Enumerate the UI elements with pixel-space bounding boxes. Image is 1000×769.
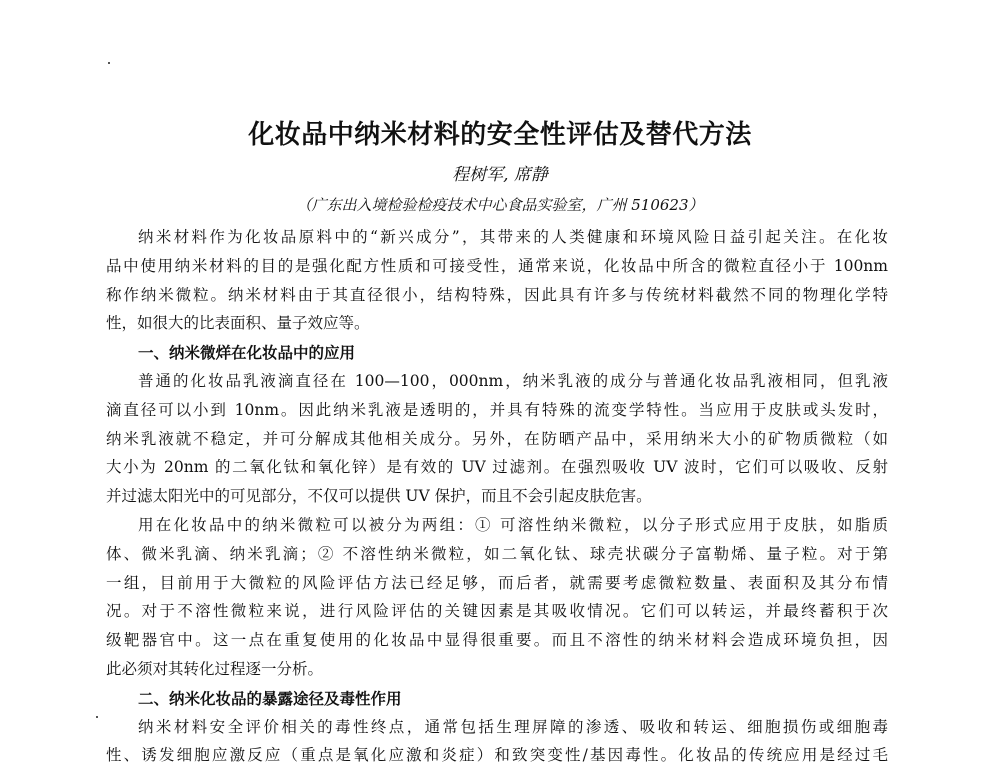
body-text-line: 纳米乳液就不稳定，并可分解成其他相关成分。另外，在防晒产品中，采用纳米大小的矿物质微粒（如 — [106, 429, 888, 448]
body-text-line: 品中使用纳米材料的目的是强化配方性质和可接受性，通常来说，化妆品中所含的微粒直径小于 100nm — [106, 256, 888, 275]
paper-affiliation: （广东出入境检验检疫技术中心食品实验室，广州 510623） — [296, 196, 704, 214]
body-text-line: 况。对于不溶性微粒来说，进行风险评估的关键因素是其吸收情况。它们可以转运，并最终蓄积于次 — [106, 602, 888, 621]
body-text-line: 此必须对其转化过程逐一分析。 — [106, 660, 324, 678]
body-text-line: 纳米材料作为化妆品原料中的“新兴成分”，其带来的人类健康和环境风险日益引起关注。在化妆 — [138, 228, 888, 246]
body-text-line: 性、诱发细胞应激反应（重点是氧化应激和炎症）和致突变性/基因毒性。化妆品的传统应用是经过毛 — [106, 746, 888, 765]
body-text-line: 并过滤太阳光中的可见部分，不仅可以提供 UV 保护，而且不会引起皮肤危害。 — [106, 487, 652, 506]
body-text-line: 滴直径可以小到 10nm。因此纳米乳液是透明的，并具有特殊的流变学特性。当应用于皮肤或头发时， — [106, 400, 888, 419]
body-text-line: 体、微米乳滴、纳米乳滴；② 不溶性纳米微粒，如二氧化钛、球壳状碳分子富勒烯、量子粒。对于第 — [106, 544, 888, 563]
scan-speck — [108, 62, 110, 64]
body-text-line: 性，如很大的比表面积、量子效应等。 — [106, 314, 370, 333]
paper-authors: 程树军, 席静 — [452, 165, 548, 185]
body-text-line: 级靶器官中。这一点在重复使用的化妆品中显得很重要。而且不溶性的纳米材料会造成环境负担，因 — [106, 631, 888, 650]
body-text-line: 大小为 20nm 的二氧化钛和氧化锌）是有效的 UV 过滤剂。在强烈吸收 UV 波时，它们可以吸收、反射 — [106, 458, 888, 477]
section-heading: 一、纳米微烊在化妆品中的应用 — [138, 343, 356, 363]
section-heading: 二、纳米化妆品的暴露途径及毒性作用 — [138, 688, 402, 708]
body-text-line: 纳米材料安全评价相关的毒性终点，通常包括生理屏障的渗透、吸收和转运、细胞损伤或细胞毒 — [138, 717, 888, 736]
paper-title: 化妆品中纳米材料的安全性评估及替代方法 — [248, 120, 752, 150]
scan-speck — [96, 716, 98, 718]
body-text-line: 用在化妆品中的纳米微粒可以被分为两组：① 可溶性纳米微粒，以分子形式应用于皮肤，如脂质 — [138, 516, 888, 534]
body-text-line: 普通的化妆品乳液滴直径在 100—100，000nm，纳米乳液的成分与普通化妆品乳液相同，但乳液 — [138, 372, 888, 390]
body-text-line: 一组，目前用于大微粒的风险评估方法已经足够，而后者，就需要考虑微粒数量、表面积及其分布情 — [106, 573, 888, 592]
body-text-line: 称作纳米微粒。纳米材料由于其直径很小，结构特殊，因此具有许多与传统材料截然不同的物理化学特 — [106, 285, 888, 304]
